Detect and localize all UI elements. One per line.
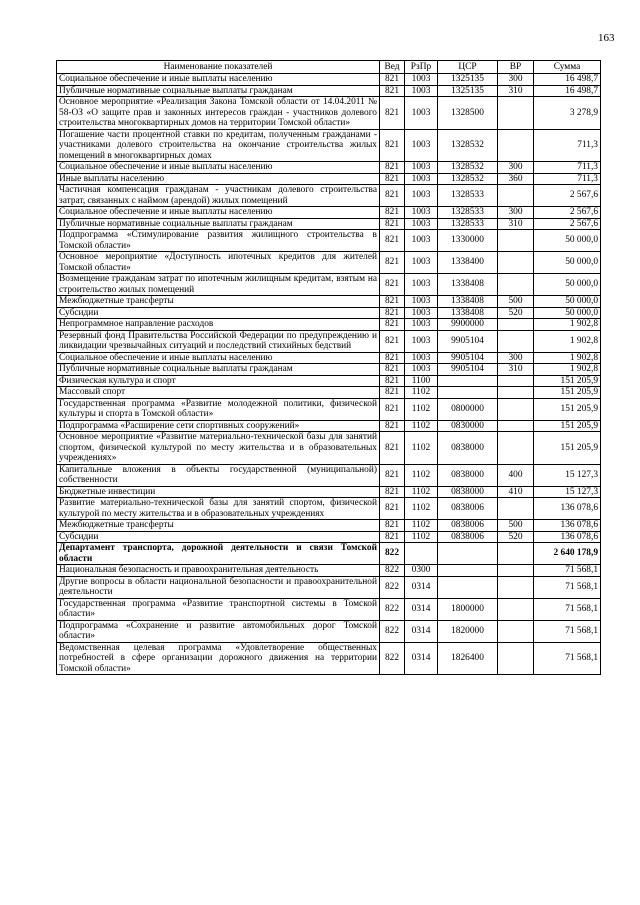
cell-ved: 821 xyxy=(380,520,405,532)
cell-name: Государственная программа «Развитие молодежной политики, физической культуры и спорта в Томской области» xyxy=(57,398,380,420)
cell-vr xyxy=(498,375,534,387)
header-row xyxy=(57,61,601,74)
cell-rzpr: 1102 xyxy=(405,387,438,399)
cell-rzpr: 1003 xyxy=(405,252,438,274)
cell-ved: 821 xyxy=(380,230,405,252)
cell-rzpr: 1003 xyxy=(405,296,438,308)
cell-sum: 50 000,0 xyxy=(534,296,601,308)
cell-vr xyxy=(498,642,534,675)
cell-vr: 310 xyxy=(498,85,534,97)
cell-rzpr: 1003 xyxy=(405,364,438,376)
table-row xyxy=(57,364,601,376)
cell-rzpr: 1102 xyxy=(405,486,438,498)
cell-ved: 821 xyxy=(380,352,405,364)
cell-csr: 0838000 xyxy=(438,432,498,465)
cell-csr: 1328533 xyxy=(438,207,498,219)
cell-vr: 310 xyxy=(498,218,534,230)
cell-name: Подпрограмма «Расширение сети спортивных сооружений» xyxy=(57,420,380,432)
cell-rzpr: 1102 xyxy=(405,498,438,520)
cell-ved: 821 xyxy=(380,432,405,465)
cell-vr xyxy=(498,620,534,642)
table-row xyxy=(57,129,601,162)
cell-vr: 300 xyxy=(498,352,534,364)
cell-ved: 821 xyxy=(380,486,405,498)
cell-ved: 821 xyxy=(380,364,405,376)
cell-sum: 71 568,1 xyxy=(534,642,601,675)
cell-vr xyxy=(498,230,534,252)
cell-ved: 821 xyxy=(380,319,405,331)
cell-rzpr: 1003 xyxy=(405,173,438,185)
cell-name: Другие вопросы в области национальной безопасности и правоохранительной деятельности xyxy=(57,576,380,598)
table-row xyxy=(57,576,601,598)
cell-sum: 136 078,6 xyxy=(534,520,601,532)
cell-name: Подпрограмма «Сохранение и развитие автомобильных дорог Томской области» xyxy=(57,620,380,642)
cell-ved: 821 xyxy=(380,74,405,86)
cell-rzpr: 1100 xyxy=(405,375,438,387)
cell-sum: 1 902,8 xyxy=(534,352,601,364)
cell-ved: 821 xyxy=(380,218,405,230)
cell-sum: 50 000,0 xyxy=(534,230,601,252)
cell-name: Основное мероприятие «Доступность ипотечных кредитов для жителей Томской области» xyxy=(57,252,380,274)
cell-sum: 151 205,9 xyxy=(534,398,601,420)
cell-sum: 2 567,6 xyxy=(534,218,601,230)
cell-vr xyxy=(498,398,534,420)
table-row xyxy=(57,252,601,274)
cell-name: Публичные нормативные социальные выплаты гражданам xyxy=(57,218,380,230)
cell-rzpr xyxy=(405,543,438,565)
cell-name: Физическая культура и спорт xyxy=(57,375,380,387)
cell-ved: 821 xyxy=(380,398,405,420)
table-row xyxy=(57,620,601,642)
cell-vr xyxy=(498,543,534,565)
cell-ved: 822 xyxy=(380,565,405,577)
cell-csr: 0800000 xyxy=(438,398,498,420)
cell-csr: 1328533 xyxy=(438,218,498,230)
cell-vr xyxy=(498,330,534,352)
cell-ved: 821 xyxy=(380,420,405,432)
cell-rzpr: 1003 xyxy=(405,230,438,252)
cell-csr xyxy=(438,576,498,598)
cell-vr xyxy=(498,576,534,598)
cell-vr xyxy=(498,420,534,432)
cell-csr: 1328533 xyxy=(438,185,498,207)
cell-vr: 300 xyxy=(498,74,534,86)
cell-rzpr: 1102 xyxy=(405,398,438,420)
cell-csr: 0838006 xyxy=(438,498,498,520)
cell-csr: 1338408 xyxy=(438,274,498,296)
cell-name: Резервный фонд Правительства Российской Федерации по предупреждению и ликвидации чрезвычайных ситуаций и последствий стихийных бедствий xyxy=(57,330,380,352)
table-row xyxy=(57,432,601,465)
cell-csr: 0830000 xyxy=(438,420,498,432)
cell-sum: 711,3 xyxy=(534,173,601,185)
cell-sum: 711,3 xyxy=(534,129,601,162)
cell-ved: 822 xyxy=(380,598,405,620)
header-sum: Сумма xyxy=(534,61,601,74)
cell-name: Возмещение гражданам затрат по ипотечным жилищным кредитам, взятым на строительство жилых помещений xyxy=(57,274,380,296)
cell-sum: 151 205,9 xyxy=(534,432,601,465)
cell-name: Иные выплаты населению xyxy=(57,173,380,185)
cell-name: Непрограммное направление расходов xyxy=(57,319,380,331)
cell-ved: 821 xyxy=(380,296,405,308)
cell-vr xyxy=(498,565,534,577)
cell-csr: 9905104 xyxy=(438,330,498,352)
header-csr: ЦСР xyxy=(438,61,498,74)
cell-name: Публичные нормативные социальные выплаты гражданам xyxy=(57,85,380,97)
table-row xyxy=(57,531,601,543)
cell-csr: 1325135 xyxy=(438,85,498,97)
cell-sum: 50 000,0 xyxy=(534,307,601,319)
cell-sum: 1 902,8 xyxy=(534,364,601,376)
cell-csr xyxy=(438,543,498,565)
header-vr: ВР xyxy=(498,61,534,74)
cell-csr: 1328500 xyxy=(438,97,498,130)
cell-vr xyxy=(498,598,534,620)
cell-rzpr: 1003 xyxy=(405,307,438,319)
cell-rzpr: 1003 xyxy=(405,162,438,174)
table-row xyxy=(57,352,601,364)
cell-vr: 310 xyxy=(498,364,534,376)
table-row xyxy=(57,207,601,219)
cell-csr xyxy=(438,375,498,387)
cell-sum: 15 127,3 xyxy=(534,464,601,486)
table-row xyxy=(57,398,601,420)
cell-vr xyxy=(498,274,534,296)
cell-ved: 821 xyxy=(380,185,405,207)
cell-rzpr: 1003 xyxy=(405,330,438,352)
cell-name: Частичная компенсация гражданам - участникам долевого строительства затрат, связанных с наймом (арендой) жилых помещений xyxy=(57,185,380,207)
table-row xyxy=(57,565,601,577)
cell-vr xyxy=(498,498,534,520)
cell-name: Межбюджетные трансферты xyxy=(57,520,380,532)
cell-ved: 821 xyxy=(380,274,405,296)
cell-ved: 821 xyxy=(380,498,405,520)
cell-rzpr: 1003 xyxy=(405,207,438,219)
cell-rzpr: 0314 xyxy=(405,598,438,620)
cell-sum: 1 902,8 xyxy=(534,319,601,331)
cell-name: Департамент транспорта, дорожной деятельности и связи Томской области xyxy=(57,543,380,565)
table-row xyxy=(57,274,601,296)
cell-rzpr: 1003 xyxy=(405,97,438,130)
cell-sum: 50 000,0 xyxy=(534,274,601,296)
cell-ved: 822 xyxy=(380,620,405,642)
cell-name: Ведомственная целевая программа «Удовлетворение общественных потребностей в сфере организации дорожного движения на территории Томской области» xyxy=(57,642,380,675)
cell-sum: 151 205,9 xyxy=(534,420,601,432)
cell-ved: 821 xyxy=(380,464,405,486)
cell-csr xyxy=(438,387,498,399)
cell-ved: 821 xyxy=(380,330,405,352)
cell-name: Публичные нормативные социальные выплаты гражданам xyxy=(57,364,380,376)
cell-name: Погашение части процентной ставки по кредитам, полученным гражданами - участниками долевого строительства на окончание строительства жилых помещений в многоквартирных домах xyxy=(57,129,380,162)
cell-csr: 1338400 xyxy=(438,252,498,274)
table-row xyxy=(57,173,601,185)
table-header xyxy=(57,61,601,74)
cell-vr: 500 xyxy=(498,520,534,532)
cell-rzpr: 1003 xyxy=(405,129,438,162)
table-row xyxy=(57,185,601,207)
cell-sum: 3 278,9 xyxy=(534,97,601,130)
cell-name: Субсидии xyxy=(57,307,380,319)
cell-ved: 821 xyxy=(380,387,405,399)
cell-csr: 0838000 xyxy=(438,464,498,486)
table-row xyxy=(57,218,601,230)
cell-name: Бюджетные инвестиции xyxy=(57,486,380,498)
cell-rzpr: 0314 xyxy=(405,620,438,642)
cell-ved: 821 xyxy=(380,85,405,97)
cell-vr: 520 xyxy=(498,531,534,543)
header-ved: Вед xyxy=(380,61,405,74)
page-number: 163 xyxy=(598,32,615,44)
cell-vr xyxy=(498,129,534,162)
cell-sum: 2 640 178,9 xyxy=(534,543,601,565)
table-row xyxy=(57,375,601,387)
cell-csr: 1328532 xyxy=(438,173,498,185)
cell-rzpr: 1003 xyxy=(405,74,438,86)
cell-sum: 2 567,6 xyxy=(534,185,601,207)
cell-csr: 0838000 xyxy=(438,486,498,498)
cell-vr: 360 xyxy=(498,173,534,185)
cell-csr: 9905104 xyxy=(438,352,498,364)
cell-rzpr: 1003 xyxy=(405,274,438,296)
table-row xyxy=(57,498,601,520)
cell-name: Социальное обеспечение и иные выплаты населению xyxy=(57,207,380,219)
cell-csr: 1330000 xyxy=(438,230,498,252)
cell-sum: 1 902,8 xyxy=(534,330,601,352)
cell-csr: 1800000 xyxy=(438,598,498,620)
table-row xyxy=(57,162,601,174)
cell-csr: 1338408 xyxy=(438,296,498,308)
cell-rzpr: 1003 xyxy=(405,319,438,331)
table-row xyxy=(57,330,601,352)
table-row xyxy=(57,85,601,97)
cell-ved: 821 xyxy=(380,307,405,319)
cell-rzpr: 1003 xyxy=(405,352,438,364)
cell-name: Национальная безопасность и правоохранительная деятельность xyxy=(57,565,380,577)
cell-rzpr: 1102 xyxy=(405,420,438,432)
cell-rzpr: 0300 xyxy=(405,565,438,577)
cell-name: Социальное обеспечение и иные выплаты населению xyxy=(57,352,380,364)
cell-rzpr: 1003 xyxy=(405,85,438,97)
cell-name: Основное мероприятие «Реализация Закона Томской области от 14.04.2011 № 58-ОЗ «О защите прав и законных интересов граждан - участников долевого строительства многоквартирных домов на территории Томской области» xyxy=(57,97,380,130)
table-row xyxy=(57,486,601,498)
cell-vr xyxy=(498,97,534,130)
cell-name: Капитальные вложения в объекты государственной (муниципальной) собственности xyxy=(57,464,380,486)
cell-rzpr: 1102 xyxy=(405,432,438,465)
table-row xyxy=(57,520,601,532)
cell-rzpr: 1102 xyxy=(405,520,438,532)
cell-csr xyxy=(438,565,498,577)
cell-csr: 1328532 xyxy=(438,129,498,162)
cell-sum: 136 078,6 xyxy=(534,498,601,520)
cell-vr xyxy=(498,319,534,331)
cell-name: Массовый спорт xyxy=(57,387,380,399)
cell-ved: 821 xyxy=(380,162,405,174)
table-row xyxy=(57,230,601,252)
cell-name: Развитие материально-технической базы для занятий спортом, физической культурой по месту жительства и в образовательных учреждениях xyxy=(57,498,380,520)
cell-name: Подпрограмма «Стимулирование развития жилищного строительства в Томской области» xyxy=(57,230,380,252)
cell-rzpr: 1003 xyxy=(405,218,438,230)
table-row xyxy=(57,642,601,675)
cell-sum: 16 498,7 xyxy=(534,74,601,86)
table-row xyxy=(57,420,601,432)
cell-name: Межбюджетные трансферты xyxy=(57,296,380,308)
cell-sum: 71 568,1 xyxy=(534,576,601,598)
cell-rzpr: 0314 xyxy=(405,642,438,675)
table-row xyxy=(57,598,601,620)
cell-csr: 9900000 xyxy=(438,319,498,331)
cell-ved: 821 xyxy=(380,129,405,162)
cell-name: Государственная программа «Развитие транспортной системы в Томской области» xyxy=(57,598,380,620)
cell-sum: 71 568,1 xyxy=(534,598,601,620)
cell-ved: 822 xyxy=(380,642,405,675)
cell-ved: 822 xyxy=(380,576,405,598)
cell-vr xyxy=(498,387,534,399)
cell-csr: 1328532 xyxy=(438,162,498,174)
cell-vr: 500 xyxy=(498,296,534,308)
table-row xyxy=(57,464,601,486)
budget-table xyxy=(56,60,601,675)
cell-sum: 711,3 xyxy=(534,162,601,174)
cell-csr: 0838006 xyxy=(438,520,498,532)
cell-csr: 0838006 xyxy=(438,531,498,543)
cell-rzpr: 1102 xyxy=(405,531,438,543)
cell-sum: 151 205,9 xyxy=(534,387,601,399)
header-rzpr: РзПр xyxy=(405,61,438,74)
cell-vr: 300 xyxy=(498,207,534,219)
cell-csr: 1325135 xyxy=(438,74,498,86)
cell-ved: 821 xyxy=(380,531,405,543)
cell-vr: 400 xyxy=(498,464,534,486)
cell-rzpr: 1102 xyxy=(405,464,438,486)
cell-rzpr: 0314 xyxy=(405,576,438,598)
table-body xyxy=(57,74,601,675)
cell-name: Социальное обеспечение и иные выплаты населению xyxy=(57,162,380,174)
cell-sum: 151 205,9 xyxy=(534,375,601,387)
cell-vr: 410 xyxy=(498,486,534,498)
table-row xyxy=(57,543,601,565)
cell-vr xyxy=(498,252,534,274)
cell-name: Основное мероприятие «Развитие материально-технической базы для занятий спортом, физической культурой по месту жительства и в образовательных учреждениях» xyxy=(57,432,380,465)
cell-ved: 821 xyxy=(380,207,405,219)
cell-vr xyxy=(498,432,534,465)
cell-vr xyxy=(498,185,534,207)
cell-csr: 9905104 xyxy=(438,364,498,376)
header-name: Наименование показателей xyxy=(57,61,380,74)
cell-csr: 1820000 xyxy=(438,620,498,642)
cell-sum: 71 568,1 xyxy=(534,565,601,577)
cell-vr: 520 xyxy=(498,307,534,319)
table-row xyxy=(57,74,601,86)
cell-ved: 821 xyxy=(380,375,405,387)
cell-sum: 2 567,6 xyxy=(534,207,601,219)
table-row xyxy=(57,319,601,331)
cell-vr: 300 xyxy=(498,162,534,174)
cell-sum: 136 078,6 xyxy=(534,531,601,543)
cell-ved: 821 xyxy=(380,97,405,130)
cell-sum: 50 000,0 xyxy=(534,252,601,274)
cell-ved: 821 xyxy=(380,252,405,274)
table-row xyxy=(57,296,601,308)
cell-csr: 1826400 xyxy=(438,642,498,675)
table-row xyxy=(57,307,601,319)
cell-ved: 822 xyxy=(380,543,405,565)
cell-name: Субсидии xyxy=(57,531,380,543)
cell-sum: 15 127,3 xyxy=(534,486,601,498)
table-row xyxy=(57,97,601,130)
cell-sum: 71 568,1 xyxy=(534,620,601,642)
cell-csr: 1338408 xyxy=(438,307,498,319)
cell-ved: 821 xyxy=(380,173,405,185)
cell-name: Социальное обеспечение и иные выплаты населению xyxy=(57,74,380,86)
table-row xyxy=(57,387,601,399)
cell-rzpr: 1003 xyxy=(405,185,438,207)
cell-sum: 16 498,7 xyxy=(534,85,601,97)
